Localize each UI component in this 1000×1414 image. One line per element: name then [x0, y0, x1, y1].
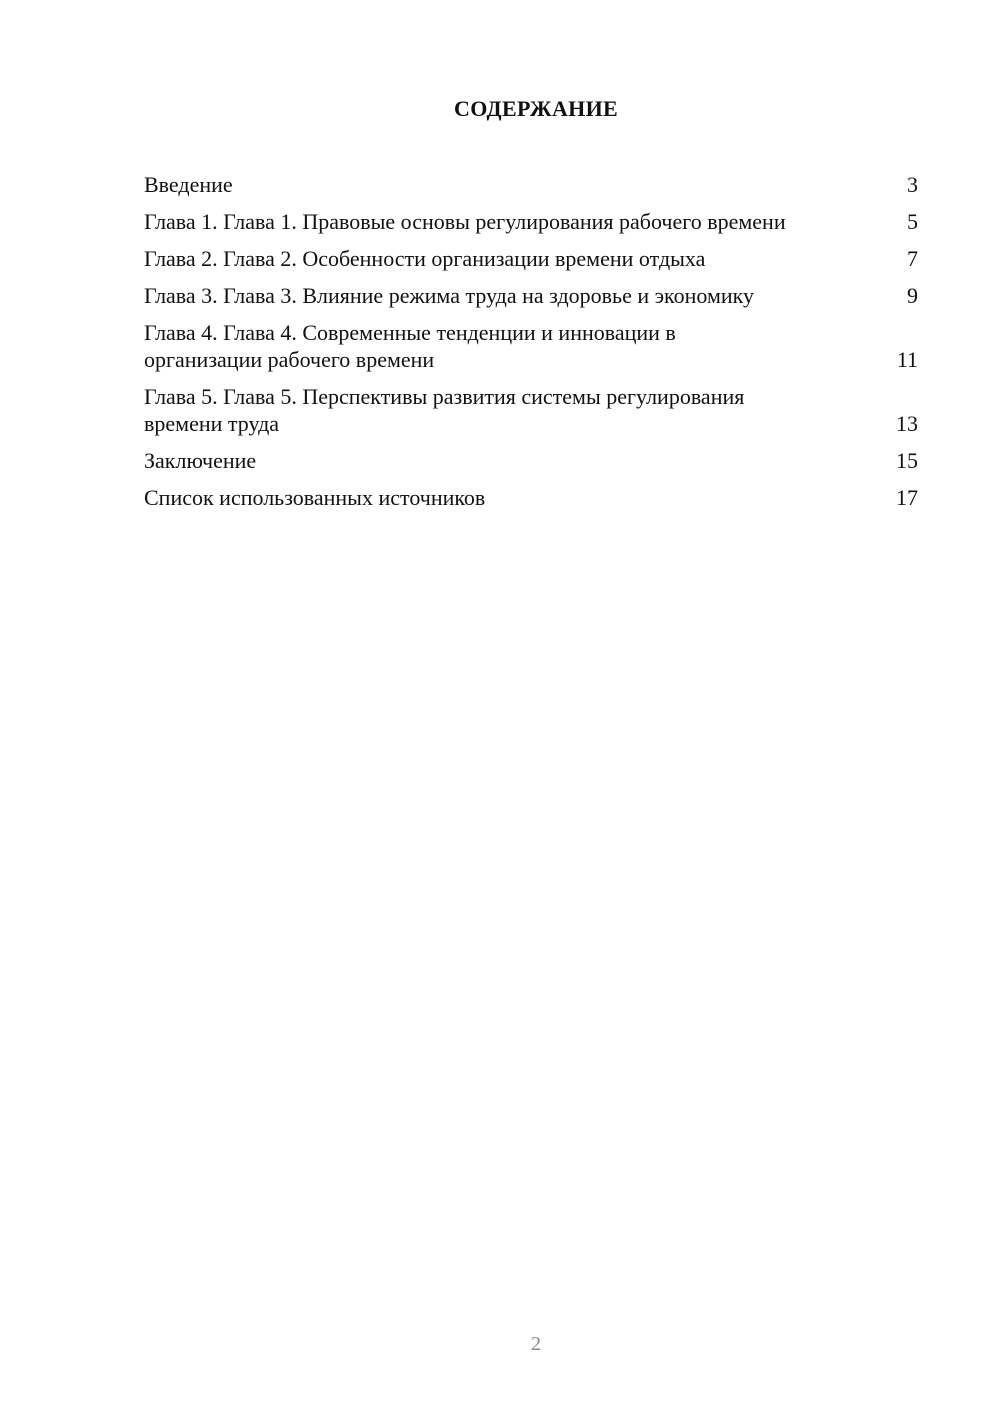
toc-entry-page: 3: [907, 172, 918, 197]
table-of-contents: [144, 171, 918, 521]
toc-entry-chapter-4: [144, 319, 918, 373]
toc-entry-page: 9: [907, 283, 918, 308]
toc-entry-references: [144, 484, 918, 511]
toc-entry-text: Введение: [144, 172, 233, 197]
toc-entry-text: Заключение: [144, 448, 257, 473]
toc-entry-text: Список использованных источников: [144, 485, 486, 510]
toc-entry-text: Глава 4. Глава 4. Современные тенденции и инновации в организации рабочего времени: [144, 320, 676, 372]
toc-entry-page: 5: [907, 209, 918, 234]
toc-entry-page: 15: [896, 448, 918, 473]
page-number: 2: [531, 1333, 541, 1355]
toc-entry-page: 13: [896, 411, 918, 436]
toc-entry-conclusion: [144, 447, 918, 474]
toc-entry-page: 7: [907, 246, 918, 271]
toc-entry-chapter-2: [144, 245, 918, 272]
toc-entry-chapter-3: [144, 282, 918, 309]
toc-entry-text: Глава 3. Глава 3. Влияние режима труда на здоровье и экономику: [144, 283, 755, 308]
toc-entry-text: Глава 5. Глава 5. Перспективы развития системы регулирования времени труда: [144, 384, 745, 436]
toc-entry-text: Глава 1. Глава 1. Правовые основы регулирования рабочего времени: [144, 209, 786, 234]
toc-entry-chapter-5: [144, 383, 918, 437]
toc-entry-text: Глава 2. Глава 2. Особенности организации времени отдыха: [144, 246, 706, 271]
toc-entry-page: 17: [896, 485, 918, 510]
toc-entry-chapter-1: [144, 208, 918, 235]
toc-entry-introduction: [144, 171, 918, 198]
toc-entry-page: 11: [896, 347, 918, 372]
page-title: СОДЕРЖАНИЕ: [454, 96, 618, 121]
